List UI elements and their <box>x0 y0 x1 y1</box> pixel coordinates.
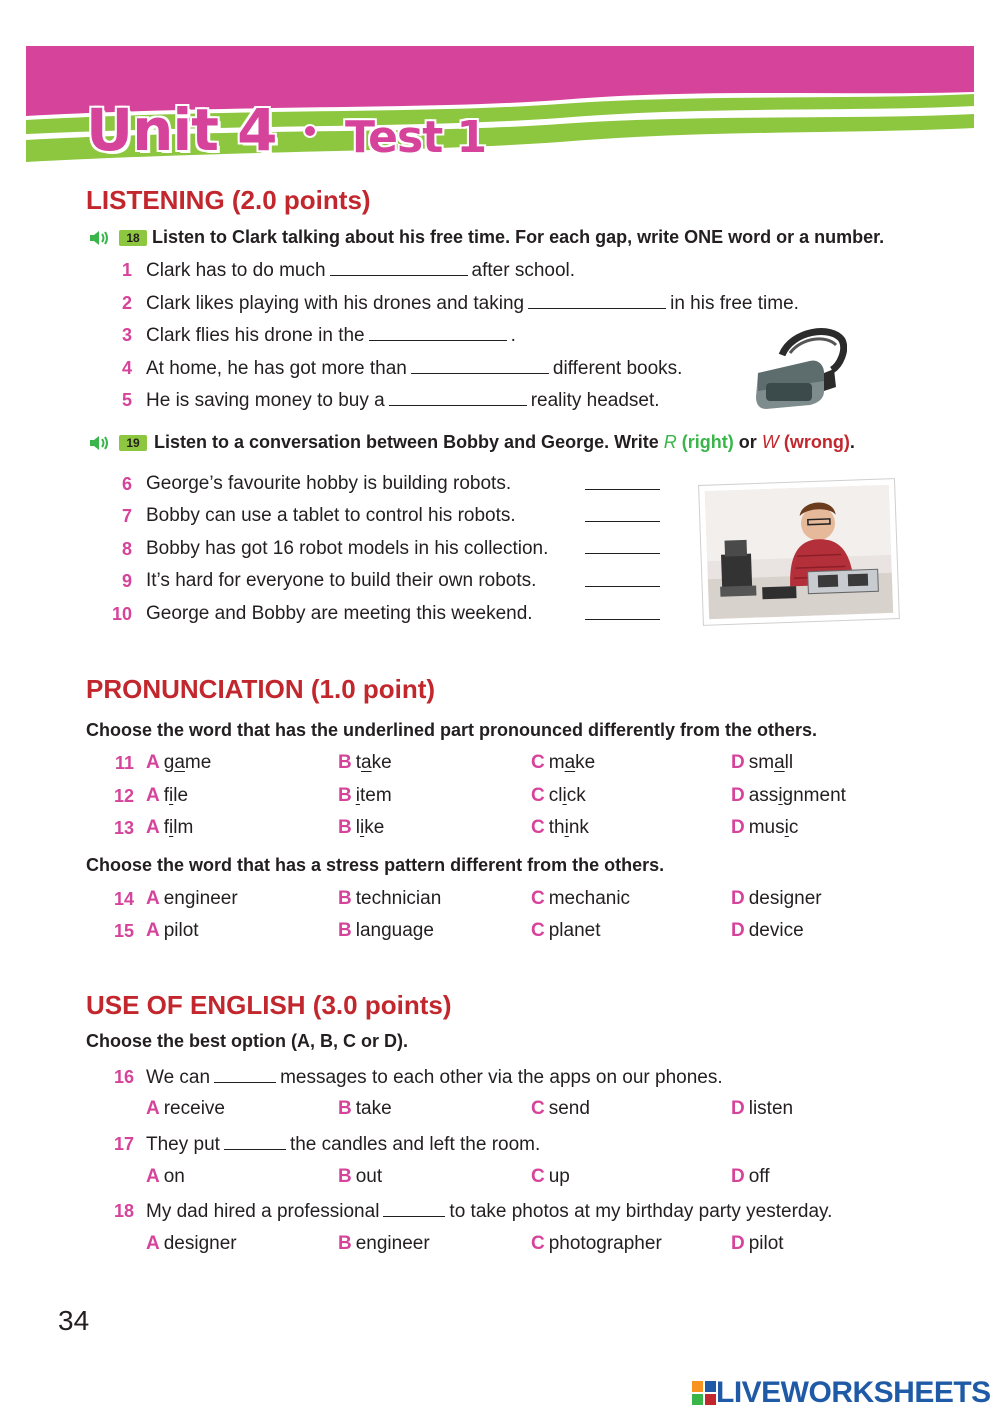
option-b[interactable]: B item <box>338 785 392 806</box>
question-number: 17 <box>113 1134 134 1154</box>
question-text: Clark flies his drone in the . <box>146 325 516 346</box>
pronunciation-instruction-2: Choose the word that has a stress pattern different from the others. <box>86 855 665 875</box>
question-number: 13 <box>113 818 134 838</box>
question-number: 3 <box>121 325 132 345</box>
option-b[interactable]: B out <box>338 1166 383 1187</box>
question-number: 4 <box>121 358 132 378</box>
question-number: 6 <box>121 474 132 494</box>
question-number: 15 <box>113 921 134 941</box>
option-c[interactable]: C make <box>531 752 596 773</box>
listening-part1-instruction: Listen to Clark talking about his free time. For each gap, write ONE word or a number. <box>152 227 885 247</box>
unit-title: Unit 4 <box>86 96 277 164</box>
question-text: My dad hired a professional to take photos at my birthday party yesterday. <box>146 1201 833 1222</box>
boy-building-robots-photo <box>697 476 902 631</box>
pronunciation-heading: PRONUNCIATION (1.0 point) <box>86 674 436 704</box>
question-number: 18 <box>113 1201 134 1221</box>
option-d[interactable]: D off <box>731 1166 770 1187</box>
option-c[interactable]: C up <box>531 1166 570 1187</box>
question-number: 8 <box>121 539 132 559</box>
audio-speaker-icon[interactable] <box>88 229 114 247</box>
answer-line[interactable] <box>585 619 660 620</box>
question-text: Clark likes playing with his drones and taking in his free time. <box>146 293 799 314</box>
audio-track-number: 18 <box>119 230 147 246</box>
option-c[interactable]: C photographer <box>531 1233 662 1254</box>
test-title: Test 1 <box>345 112 487 163</box>
question-text: We can messages to each other via the apps on our phones. <box>146 1067 723 1088</box>
option-b[interactable]: B language <box>338 920 434 941</box>
option-b[interactable]: B take <box>338 1098 392 1119</box>
option-b[interactable]: B engineer <box>338 1233 430 1254</box>
answer-gap[interactable] <box>369 324 507 341</box>
page-number: 34 <box>58 1305 90 1336</box>
use-of-english-instruction: Choose the best option (A, B, C or D). <box>86 1031 408 1051</box>
option-d[interactable]: D pilot <box>731 1233 784 1254</box>
vr-headset-illustration <box>752 325 847 410</box>
option-c[interactable]: C think <box>531 817 589 838</box>
option-c[interactable]: C planet <box>531 920 601 941</box>
answer-line[interactable] <box>585 586 660 587</box>
option-b[interactable]: B take <box>338 752 392 773</box>
option-b[interactable]: B technician <box>338 888 442 909</box>
answer-gap[interactable] <box>389 389 527 406</box>
question-number: 12 <box>113 786 134 806</box>
option-a[interactable]: A engineer <box>146 888 238 909</box>
question-text: It’s hard for everyone to build their own robots. <box>146 570 537 591</box>
answer-gap[interactable] <box>224 1133 286 1150</box>
listening-part2-instruction: Listen to a conversation between Bobby and George. Write R (right) or W (wrong). <box>154 432 855 452</box>
option-a[interactable]: A pilot <box>146 920 199 941</box>
question-number: 14 <box>113 889 134 909</box>
liveworksheets-logo[interactable] <box>692 1378 991 1408</box>
audio-speaker-icon[interactable] <box>88 434 114 452</box>
answer-line[interactable] <box>585 553 660 554</box>
option-d[interactable]: D device <box>731 920 804 941</box>
option-d[interactable]: D designer <box>731 888 822 909</box>
question-number: 1 <box>121 260 132 280</box>
question-number: 2 <box>121 293 132 313</box>
question-number: 11 <box>114 753 134 773</box>
listening-heading: LISTENING (2.0 points) <box>86 185 371 215</box>
answer-gap[interactable] <box>411 357 549 374</box>
option-d[interactable]: D music <box>731 817 799 838</box>
option-a[interactable]: A film <box>146 817 194 838</box>
question-number: 10 <box>111 604 132 624</box>
question-text: At home, he has got more than different books. <box>146 358 683 379</box>
question-text: Clark has to do much after school. <box>146 260 576 281</box>
question-number: 9 <box>121 571 132 591</box>
option-c[interactable]: C send <box>531 1098 590 1119</box>
title-separator-dot <box>305 126 315 136</box>
option-c[interactable]: C mechanic <box>531 888 631 909</box>
answer-gap[interactable] <box>528 292 666 309</box>
option-a[interactable]: A receive <box>146 1098 225 1119</box>
option-c[interactable]: C click <box>531 785 586 806</box>
option-a[interactable]: A game <box>146 752 212 773</box>
option-b[interactable]: B like <box>338 817 385 838</box>
question-number: 5 <box>121 390 132 410</box>
option-d[interactable]: D assignment <box>731 785 846 806</box>
answer-gap[interactable] <box>330 259 468 276</box>
pronunciation-instruction-1: Choose the word that has the underlined part pronounced differently from the others. <box>86 720 818 740</box>
answer-line[interactable] <box>585 521 660 522</box>
option-a[interactable]: A file <box>146 785 189 806</box>
question-text: He is saving money to buy a reality headset. <box>146 390 660 411</box>
question-text: Bobby can use a tablet to control his robots. <box>146 505 516 526</box>
question-text: George and Bobby are meeting this weekend. <box>146 603 533 624</box>
option-a[interactable]: A on <box>146 1166 185 1187</box>
option-d[interactable]: D small <box>731 752 794 773</box>
liveworksheets-logo-icon <box>692 1381 716 1405</box>
use-of-english-heading: USE OF ENGLISH (3.0 points) <box>86 990 452 1020</box>
option-d[interactable]: D listen <box>731 1098 794 1119</box>
option-a[interactable]: A designer <box>146 1233 237 1254</box>
answer-line[interactable] <box>585 489 660 490</box>
question-text: George’s favourite hobby is building robots. <box>146 473 512 494</box>
question-number: 7 <box>121 506 132 526</box>
answer-gap[interactable] <box>214 1066 276 1083</box>
question-text: They put the candles and left the room. <box>146 1134 541 1155</box>
question-text: Bobby has got 16 robot models in his collection. <box>146 538 549 559</box>
audio-track-number: 19 <box>119 435 147 451</box>
logo-text: LIVEWORKSHEETS <box>716 1376 991 1409</box>
question-number: 16 <box>113 1067 134 1087</box>
answer-gap[interactable] <box>383 1200 445 1217</box>
